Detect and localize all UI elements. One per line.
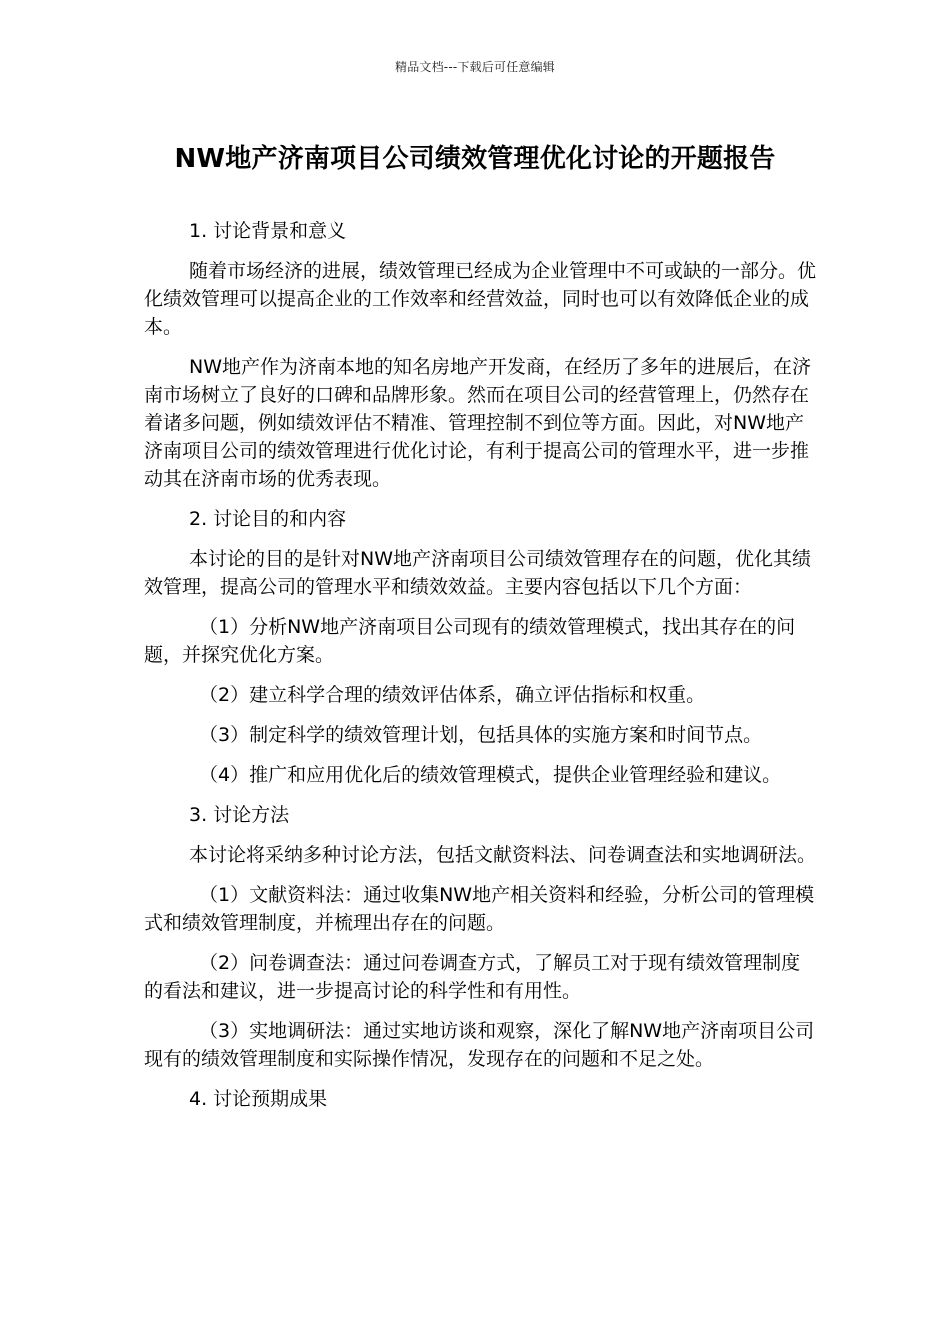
section-heading-background: 1. 讨论背景和意义 <box>189 220 347 242</box>
document-body <box>144 217 816 1125</box>
list-item-method-1: （1）文献资料法：通过收集NW地产相关资料和经验，分析公司的管理模式和绩效管理制度，并梳理出存在的问题。 <box>144 884 815 934</box>
list-item-purpose-2: （2）建立科学合理的绩效评估体系，确立评估指标和权重。 <box>199 684 706 706</box>
list-item-purpose-1: （1）分析NW地产济南项目公司现有的绩效管理模式，找出其存在的问题，并探究优化方案。 <box>144 616 796 666</box>
document-title: NW地产济南项目公司绩效管理优化讨论的开题报告 <box>174 144 776 174</box>
paragraph-purpose: 本讨论的目的是针对NW地产济南项目公司绩效管理存在的问题，优化其绩效管理，提高公司的管理水平和绩效效益。主要内容包括以下几个方面： <box>144 548 812 598</box>
list-item-method-3: （3）实地调研法：通过实地访谈和观察，深化了解NW地产济南项目公司现有的绩效管理制度和实际操作情况，发现存在的问题和不足之处。 <box>144 1020 815 1070</box>
list-item-purpose-3: （3）制定科学的绩效管理计划，包括具体的实施方案和时间节点。 <box>199 724 763 746</box>
section-heading-outcomes: 4. 讨论预期成果 <box>189 1088 328 1110</box>
section-heading-purpose: 2. 讨论目的和内容 <box>189 508 347 530</box>
section-heading-methods: 3. 讨论方法 <box>189 804 290 826</box>
paragraph-background-2: NW地产作为济南本地的知名房地产开发商，在经历了多年的进展后，在济南市场树立了良好的口碑和品牌形象。然而在项目公司的经营管理上，仍然存在着诸多问题，例如绩效评估不精准、管理控制不到位等方面。因此，对NW地产济南项目公司的绩效管理进行优化讨论，有利于提高公司的管理水平，进一步推动其在济南市场的优秀表现。 <box>144 356 812 490</box>
paragraph-background-1: 随着市场经济的进展，绩效管理已经成为企业管理中不可或缺的一部分。优化绩效管理可以提高企业的工作效率和经营效益，同时也可以有效降低企业的成本。 <box>144 260 817 338</box>
page-header: 精品文档---下载后可任意编辑 <box>395 60 555 74</box>
list-item-method-2: （2）问卷调查法：通过问卷调查方式，了解员工对于现有绩效管理制度的看法和建议，进一步提高讨论的科学性和有用性。 <box>144 952 801 1002</box>
list-item-purpose-4: （4）推广和应用优化后的绩效管理模式，提供企业管理经验和建议。 <box>199 764 782 786</box>
paragraph-methods: 本讨论将采纳多种讨论方法，包括文献资料法、问卷调查法和实地调研法。 <box>189 844 817 866</box>
